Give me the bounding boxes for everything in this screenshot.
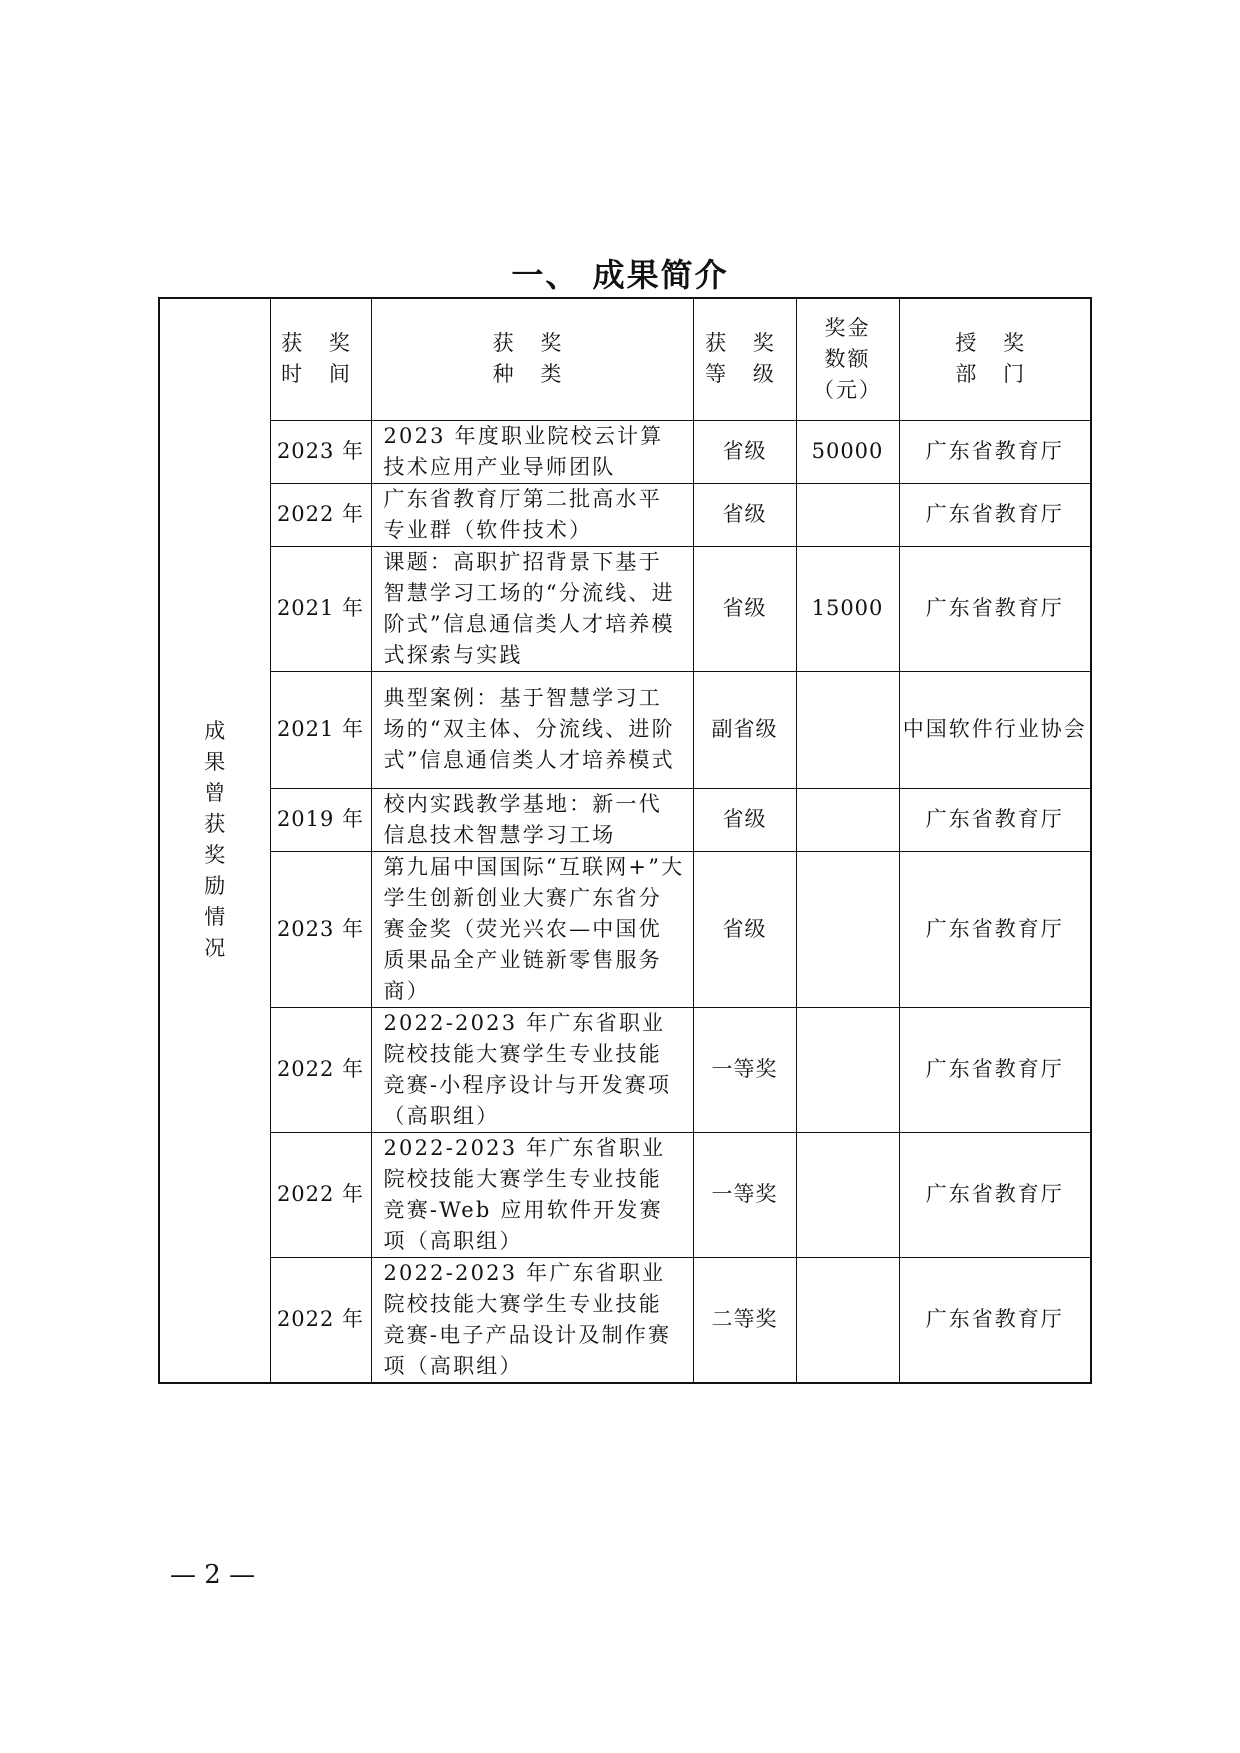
table-row [159,420,1091,483]
row-group-label-char: 果 [204,750,226,775]
award-dept: 中国软件行业协会 [899,671,1091,788]
table-row [159,671,1091,788]
table-row [159,1257,1091,1383]
row-group-label-char: 奖 [204,843,226,868]
header-dept-line-1: 授 奖 [955,331,1035,356]
award-kind: 第九届中国国际“互联网+”大学生创新创业大赛广东省分赛金奖（荧光兴农—中国优质果品全产业链新零售服务商） [371,851,693,1007]
header-time [270,298,371,420]
award-kind: 2023 年度职业院校云计算技术应用产业导师团队 [371,420,693,483]
award-amount [796,671,899,788]
table-row [159,483,1091,546]
award-level: 省级 [693,788,796,851]
award-amount [796,1132,899,1257]
row-group-label [159,298,270,1383]
row-group-label-char: 况 [204,936,226,961]
page-title: 一、 成果简介 [511,256,729,294]
row-group-label-char: 曾 [204,781,226,806]
award-year: 2022 年 [270,483,371,546]
award-kind: 课题：高职扩招背景下基于智慧学习工场的“分流线、进阶式”信息通信类人才培养模式探索与实践 [371,546,693,671]
row-group-label-char: 获 [204,812,226,837]
header-amount-line-3: （元） [813,377,882,402]
table-row [159,1132,1091,1257]
award-level: 省级 [693,851,796,1007]
row-group-label-char: 情 [204,905,226,930]
header-amount [796,298,899,420]
header-kind [371,298,693,420]
header-level-line-1: 获 奖 [705,331,784,356]
award-kind: 2022-2023 年广东省职业院校技能大赛学生专业技能竞赛-电子产品设计及制作赛项（高职组） [371,1257,693,1383]
row-group-label-char: 成 [204,719,226,744]
award-amount: 15000 [796,546,899,671]
award-amount [796,1257,899,1383]
award-dept: 广东省教育厅 [899,420,1091,483]
award-kind: 广东省教育厅第二批高水平专业群（软件技术） [371,483,693,546]
award-dept: 广东省教育厅 [899,483,1091,546]
table-row [159,1007,1091,1132]
award-level: 二等奖 [693,1257,796,1383]
header-row [159,298,1091,420]
award-dept: 广东省教育厅 [899,1007,1091,1132]
header-kind-line-2: 种 类 [492,362,572,387]
award-level: 省级 [693,546,796,671]
award-amount [796,788,899,851]
award-amount [796,483,899,546]
award-level: 一等奖 [693,1007,796,1132]
header-amount-line-1: 奖金 [824,315,871,340]
header-kind-line-1: 获 奖 [492,331,572,356]
award-year: 2021 年 [270,546,371,671]
table-row [159,788,1091,851]
award-dept: 广东省教育厅 [899,851,1091,1007]
table-row [159,546,1091,671]
header-dept-line-2: 部 门 [955,362,1035,387]
header-level [693,298,796,420]
award-year: 2023 年 [270,420,371,483]
award-year: 2021 年 [270,671,371,788]
award-amount [796,1007,899,1132]
award-amount: 50000 [796,420,899,483]
award-level: 省级 [693,483,796,546]
award-year: 2022 年 [270,1007,371,1132]
award-kind: 校内实践教学基地：新一代信息技术智慧学习工场 [371,788,693,851]
award-dept: 广东省教育厅 [899,788,1091,851]
header-dept [899,298,1091,420]
award-dept: 广东省教育厅 [899,1132,1091,1257]
award-kind: 2022-2023 年广东省职业院校技能大赛学生专业技能竞赛-Web 应用软件开发赛项（高职组） [371,1132,693,1257]
award-year: 2019 年 [270,788,371,851]
award-year: 2022 年 [270,1132,371,1257]
award-level: 副省级 [693,671,796,788]
award-year: 2022 年 [270,1257,371,1383]
award-kind: 2022-2023 年广东省职业院校技能大赛学生专业技能竞赛-小程序设计与开发赛项（高职组） [371,1007,693,1132]
header-amount-line-2: 数额 [824,346,871,371]
award-amount [796,851,899,1007]
page-number: — 2 — [170,1560,256,1590]
header-level-line-2: 等 级 [705,362,784,387]
award-year: 2023 年 [270,851,371,1007]
award-level: 一等奖 [693,1132,796,1257]
header-time-line-2: 时 间 [281,362,360,387]
header-time-line-1: 获 奖 [281,331,360,356]
award-level: 省级 [693,420,796,483]
row-group-label-char: 励 [204,874,226,899]
award-dept: 广东省教育厅 [899,1257,1091,1383]
award-kind: 典型案例：基于智慧学习工场的“双主体、分流线、进阶式”信息通信类人才培养模式 [371,671,693,788]
award-dept: 广东省教育厅 [899,546,1091,671]
awards-table [158,297,1092,1384]
table-row [159,851,1091,1007]
